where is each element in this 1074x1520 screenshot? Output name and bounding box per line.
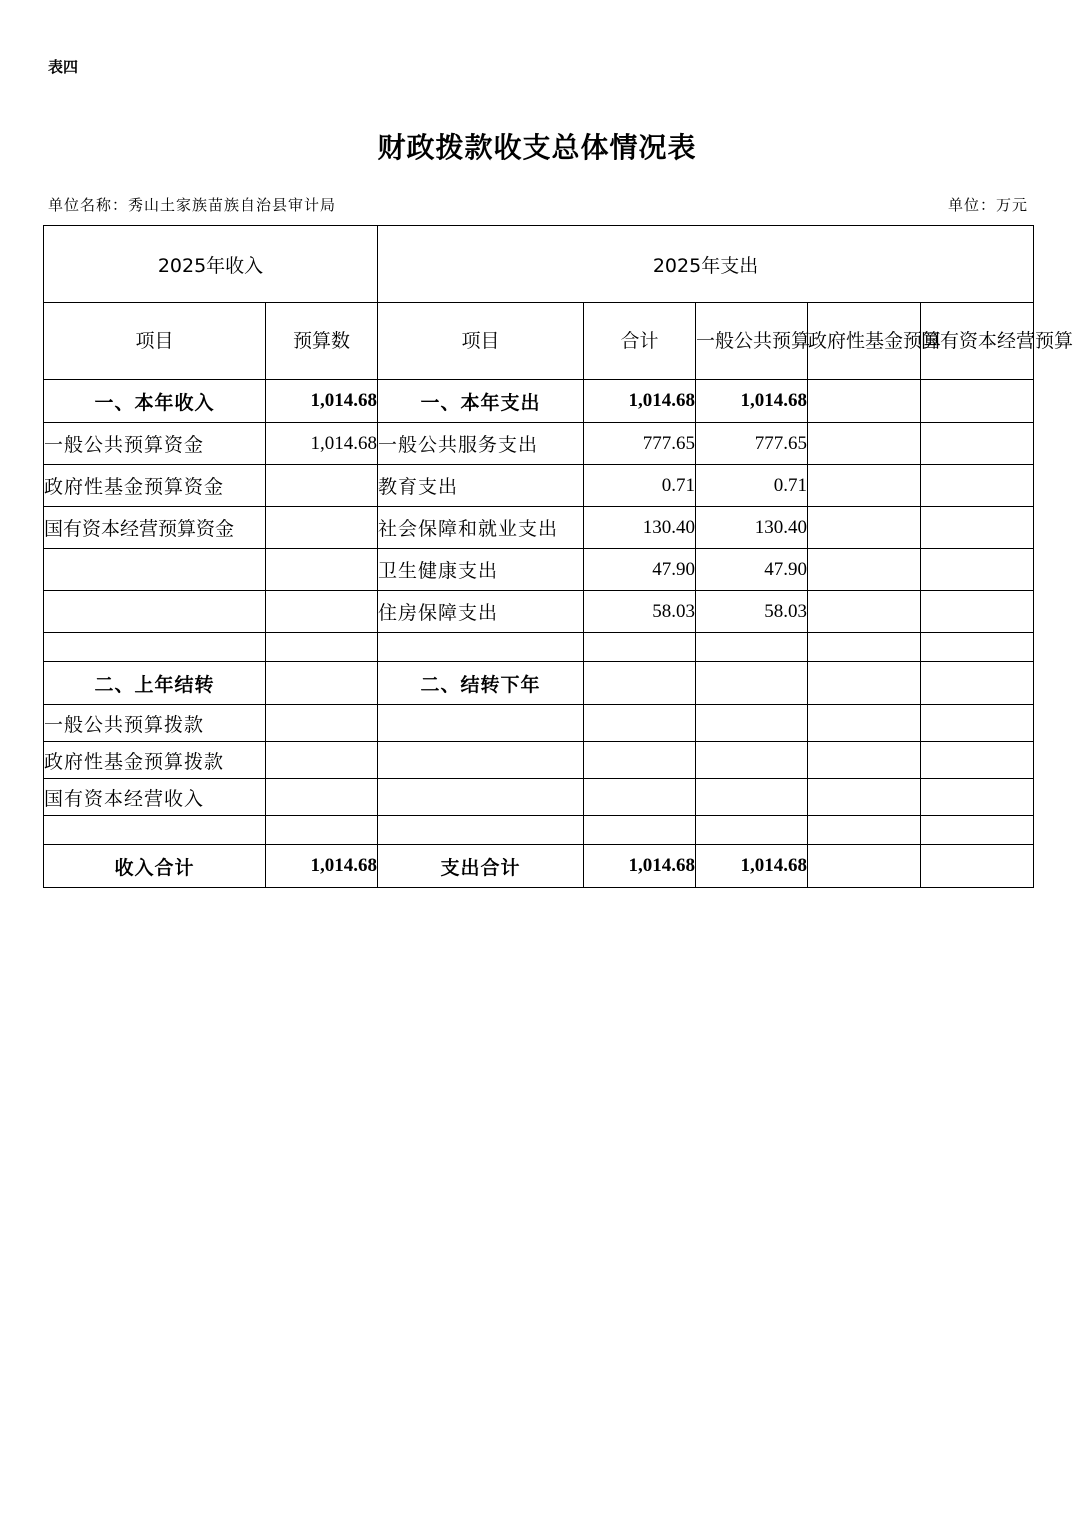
income-item-cell: 收入合计 — [44, 845, 266, 888]
expense-item-cell: 一般公共服务支出 — [378, 423, 584, 465]
income-budget-cell — [266, 779, 378, 816]
income-item-cell: 一般公共预算拨款 — [44, 705, 266, 742]
income-group-header: 2025年收入 — [44, 226, 378, 303]
income-budget-cell — [266, 662, 378, 705]
expense-total-header: 合计 — [584, 303, 696, 380]
expense-soe-cell — [921, 507, 1034, 549]
document-title: 财政拨款收支总体情况表 — [377, 131, 697, 164]
income-budget-cell — [266, 549, 378, 591]
table-row — [44, 742, 1034, 779]
income-budget-cell: 1,014.68 — [266, 380, 378, 423]
expense-fund-cell — [808, 549, 921, 591]
expense-total-cell — [584, 705, 696, 742]
expense-general-cell: 1,014.68 — [696, 845, 808, 888]
income-budget-cell — [266, 633, 378, 662]
expense-general-cell: 47.90 — [696, 549, 808, 591]
expense-fund-cell — [808, 380, 921, 423]
expense-total-cell — [584, 779, 696, 816]
expense-fund-cell — [808, 705, 921, 742]
expense-item-cell: 社会保障和就业支出 — [378, 507, 584, 549]
table-row — [44, 591, 1034, 633]
expense-soe-cell — [921, 423, 1034, 465]
expense-general-cell — [696, 816, 808, 845]
income-budget-cell — [266, 705, 378, 742]
income-budget-cell — [266, 816, 378, 845]
income-item-cell — [44, 633, 266, 662]
expense-soe-cell — [921, 705, 1034, 742]
expense-total-cell — [584, 816, 696, 845]
expense-soe-cell — [921, 465, 1034, 507]
table-row — [44, 423, 1034, 465]
expense-general-cell — [696, 662, 808, 705]
income-budget-cell — [266, 742, 378, 779]
expense-item-cell — [378, 742, 584, 779]
expense-general-cell: 0.71 — [696, 465, 808, 507]
expense-total-cell — [584, 662, 696, 705]
income-item-cell: 国有资本经营收入 — [44, 779, 266, 816]
expense-fund-cell — [808, 507, 921, 549]
expense-item-cell: 二、结转下年 — [378, 662, 584, 705]
income-budget-cell — [266, 507, 378, 549]
header-row-groups — [44, 226, 1034, 303]
expense-item-cell — [378, 705, 584, 742]
table-row — [44, 816, 1034, 845]
table-row — [44, 549, 1034, 591]
expense-group-header: 2025年支出 — [378, 226, 1034, 303]
expense-general-cell — [696, 705, 808, 742]
header-row-columns — [44, 303, 1034, 380]
expense-general-cell — [696, 633, 808, 662]
expense-general-header: 一般公共预算 — [696, 303, 808, 380]
expense-item-cell: 支出合计 — [378, 845, 584, 888]
expense-soe-cell — [921, 633, 1034, 662]
income-item-header: 项目 — [44, 303, 266, 380]
expense-soe-cell — [921, 742, 1034, 779]
expense-general-cell — [696, 779, 808, 816]
expense-fund-cell — [808, 845, 921, 888]
expense-item-cell: 教育支出 — [378, 465, 584, 507]
expense-total-cell: 58.03 — [584, 591, 696, 633]
expense-fund-cell — [808, 465, 921, 507]
table-row — [44, 779, 1034, 816]
income-item-cell: 二、上年结转 — [44, 662, 266, 705]
table-row-total — [44, 845, 1034, 888]
expense-soe-cell — [921, 816, 1034, 845]
expense-fund-header: 政府性基金预算 — [808, 303, 921, 380]
expense-fund-cell — [808, 633, 921, 662]
expense-fund-cell — [808, 591, 921, 633]
income-item-cell: 国有资本经营预算资金 — [44, 507, 266, 549]
unit-name-label: 单位名称：秀山土家族苗族自治县审计局 — [48, 196, 337, 214]
income-budget-cell — [266, 465, 378, 507]
table-number-label: 表四 — [48, 58, 79, 76]
income-item-cell: 一般公共预算资金 — [44, 423, 266, 465]
table-row — [44, 507, 1034, 549]
table-row — [44, 705, 1034, 742]
expense-total-cell — [584, 633, 696, 662]
income-item-cell — [44, 549, 266, 591]
expense-soe-cell — [921, 380, 1034, 423]
income-budget-cell — [266, 591, 378, 633]
expense-fund-cell — [808, 423, 921, 465]
expense-fund-cell — [808, 816, 921, 845]
income-budget-header: 预算数 — [266, 303, 378, 380]
currency-unit-label: 单位：万元 — [947, 196, 1028, 214]
expense-soe-cell — [921, 662, 1034, 705]
budget-summary-table — [43, 225, 1074, 888]
expense-total-cell: 0.71 — [584, 465, 696, 507]
income-budget-cell: 1,014.68 — [266, 845, 378, 888]
table-row — [44, 633, 1034, 662]
expense-item-cell: 一、本年支出 — [378, 380, 584, 423]
expense-general-cell: 58.03 — [696, 591, 808, 633]
expense-item-cell — [378, 779, 584, 816]
expense-item-cell: 住房保障支出 — [378, 591, 584, 633]
expense-general-cell: 777.65 — [696, 423, 808, 465]
income-item-cell: 政府性基金预算拨款 — [44, 742, 266, 779]
expense-soe-cell — [921, 549, 1034, 591]
expense-total-cell — [584, 742, 696, 779]
expense-item-cell — [378, 633, 584, 662]
expense-fund-cell — [808, 779, 921, 816]
expense-fund-cell — [808, 742, 921, 779]
expense-item-cell — [378, 816, 584, 845]
expense-item-cell: 卫生健康支出 — [378, 549, 584, 591]
expense-soe-cell — [921, 845, 1034, 888]
expense-soe-header: 国有资本经营预算 — [921, 303, 1034, 380]
expense-general-cell — [696, 742, 808, 779]
expense-soe-cell — [921, 591, 1034, 633]
table-row — [44, 380, 1034, 423]
income-item-cell — [44, 591, 266, 633]
expense-general-cell: 130.40 — [696, 507, 808, 549]
expense-total-cell: 777.65 — [584, 423, 696, 465]
expense-fund-cell — [808, 662, 921, 705]
income-item-cell — [44, 816, 266, 845]
expense-total-cell: 1,014.68 — [584, 845, 696, 888]
income-item-cell: 政府性基金预算资金 — [44, 465, 266, 507]
expense-total-cell: 1,014.68 — [584, 380, 696, 423]
income-item-cell: 一、本年收入 — [44, 380, 266, 423]
expense-total-cell: 130.40 — [584, 507, 696, 549]
table-row — [44, 662, 1034, 705]
expense-general-cell: 1,014.68 — [696, 380, 808, 423]
expense-total-cell: 47.90 — [584, 549, 696, 591]
table-row — [44, 465, 1034, 507]
income-budget-cell: 1,014.68 — [266, 423, 378, 465]
expense-soe-cell — [921, 779, 1034, 816]
expense-item-header: 项目 — [378, 303, 584, 380]
